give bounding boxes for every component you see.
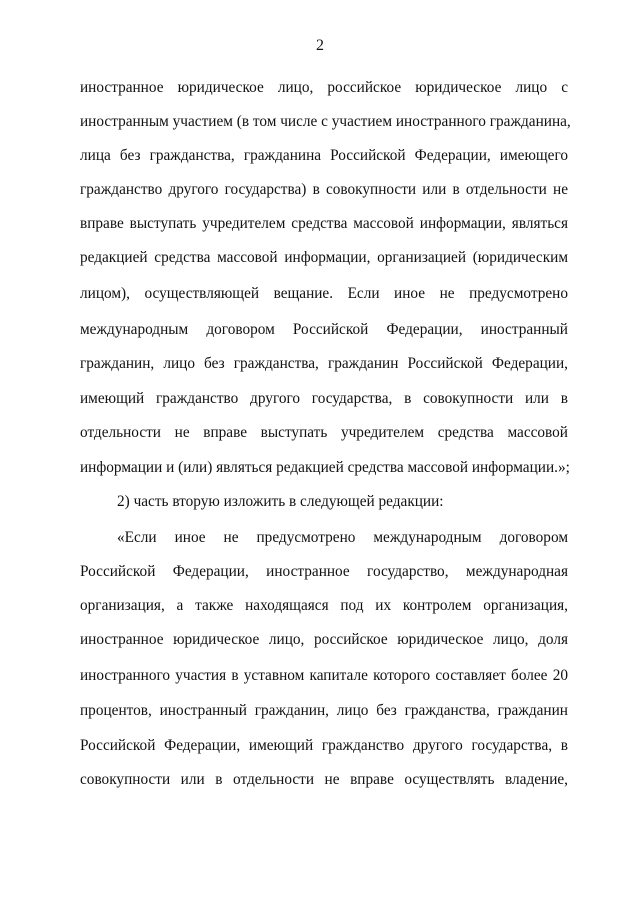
text-line-5: вправе выступать учредителем средства массовой информации, являться (80, 215, 568, 232)
text-line-18: иностранного участия в уставном капитале которого составляет более 20 (80, 667, 568, 684)
text-line-9: гражданин, лицо без гражданства, гражданин Российской Федерации, (80, 355, 568, 372)
text-line-6: редакцией средства массовой информации, организацией (юридическим (80, 249, 568, 266)
text-line-15: Российской Федерации, иностранное государство, международная (80, 563, 568, 580)
text-line-7: лицом), осуществляющей вещание. Если иное не предусмотрено (80, 285, 568, 302)
text-line-17: иностранное юридическое лицо, российское юридическое лицо, доля (80, 631, 568, 648)
text-line-21: совокупности или в отдельности не вправе осуществлять владение, (80, 771, 568, 788)
text-line-3: лица без гражданства, гражданина Российской Федерации, имеющего (80, 147, 568, 164)
text-line-16: организация, а также находящаяся под их контролем организация, (80, 597, 568, 614)
text-line-10: имеющий гражданство другого государства, в совокупности или в (80, 390, 568, 407)
page-number: 2 (316, 37, 324, 54)
text-line-1: иностранное юридическое лицо, российское юридическое лицо с (80, 79, 568, 96)
text-line-20: Российской Федерации, имеющий гражданство другого государства, в (80, 737, 568, 754)
text-line-14: «Если иное не предусмотрено международным договором (117, 529, 568, 546)
text-line-11: отдельности не вправе выступать учредителем средства массовой (80, 424, 568, 441)
text-line-4: гражданство другого государства) в совокупности или в отдельности не (80, 181, 568, 198)
text-line-2: иностранным участием (в том числе с участием иностранного гражданина, (80, 113, 571, 130)
text-line-8: международным договором Российской Федерации, иностранный (80, 321, 568, 338)
list-item-2: 2) часть вторую изложить в следующей редакции: (117, 493, 444, 510)
text-line-12: информации и (или) являться редакцией средства массовой информации.»; (80, 459, 570, 476)
text-line-19: процентов, иностранный гражданин, лицо без гражданства, гражданин (80, 702, 568, 719)
